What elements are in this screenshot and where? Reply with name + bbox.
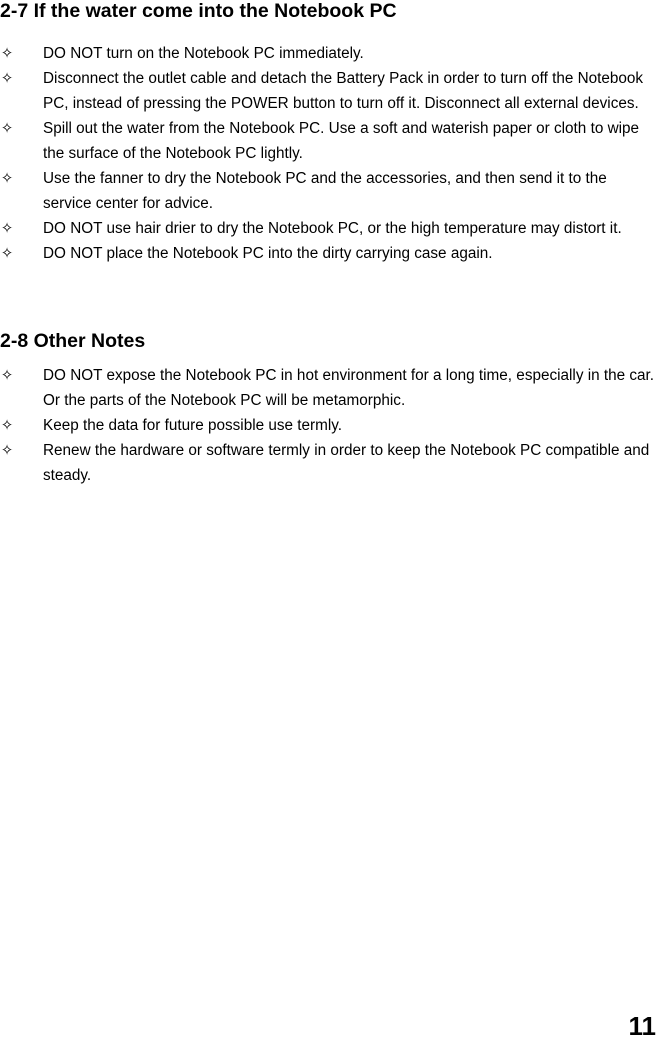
water-precautions-list [0, 41, 656, 266]
star-bullet-icon: ✧ [0, 41, 14, 66]
list-item-text: DO NOT place the Notebook PC into the dirty carrying case again. [43, 241, 655, 266]
list-item [0, 363, 656, 413]
star-bullet-icon: ✧ [0, 363, 14, 388]
list-item-text: DO NOT turn on the Notebook PC immediately. [43, 41, 655, 66]
list-item [0, 216, 656, 241]
section-title-other-notes: 2-8 Other Notes [0, 330, 145, 352]
star-bullet-icon: ✧ [0, 413, 14, 438]
star-bullet-icon: ✧ [0, 241, 14, 266]
list-item-text: DO NOT expose the Notebook PC in hot environment for a long time, especially in the car. Or the parts of the Notebook PC will be metamorphic. [43, 363, 655, 413]
star-bullet-icon: ✧ [0, 166, 14, 191]
list-item-text: Renew the hardware or software termly in order to keep the Notebook PC compatible and steady. [43, 438, 655, 488]
list-item-text: Use the fanner to dry the Notebook PC and the accessories, and then send it to the service center for advice. [43, 166, 655, 216]
list-item [0, 116, 656, 166]
list-item [0, 166, 656, 216]
star-bullet-icon: ✧ [0, 438, 14, 463]
list-item [0, 241, 656, 266]
star-bullet-icon: ✧ [0, 216, 14, 241]
star-bullet-icon: ✧ [0, 116, 14, 141]
page-number: 11 [629, 1012, 656, 1040]
section-title-water: 2-7 If the water come into the Notebook PC [0, 0, 397, 22]
star-bullet-icon: ✧ [0, 66, 14, 91]
list-item [0, 66, 656, 116]
list-item [0, 438, 656, 488]
list-item-text: Keep the data for future possible use termly. [43, 413, 655, 438]
list-item-text: Disconnect the outlet cable and detach the Battery Pack in order to turn off the Notebook PC, instead of pressing the POWER button to turn off it. Disconnect all external devices. [43, 66, 655, 116]
list-item-text: Spill out the water from the Notebook PC. Use a soft and waterish paper or cloth to wipe the surface of the Notebook PC lightly. [43, 116, 655, 166]
list-item [0, 41, 656, 66]
list-item-text: DO NOT use hair drier to dry the Notebook PC, or the high temperature may distort it. [43, 216, 655, 241]
list-item [0, 413, 656, 438]
other-notes-list [0, 363, 656, 488]
